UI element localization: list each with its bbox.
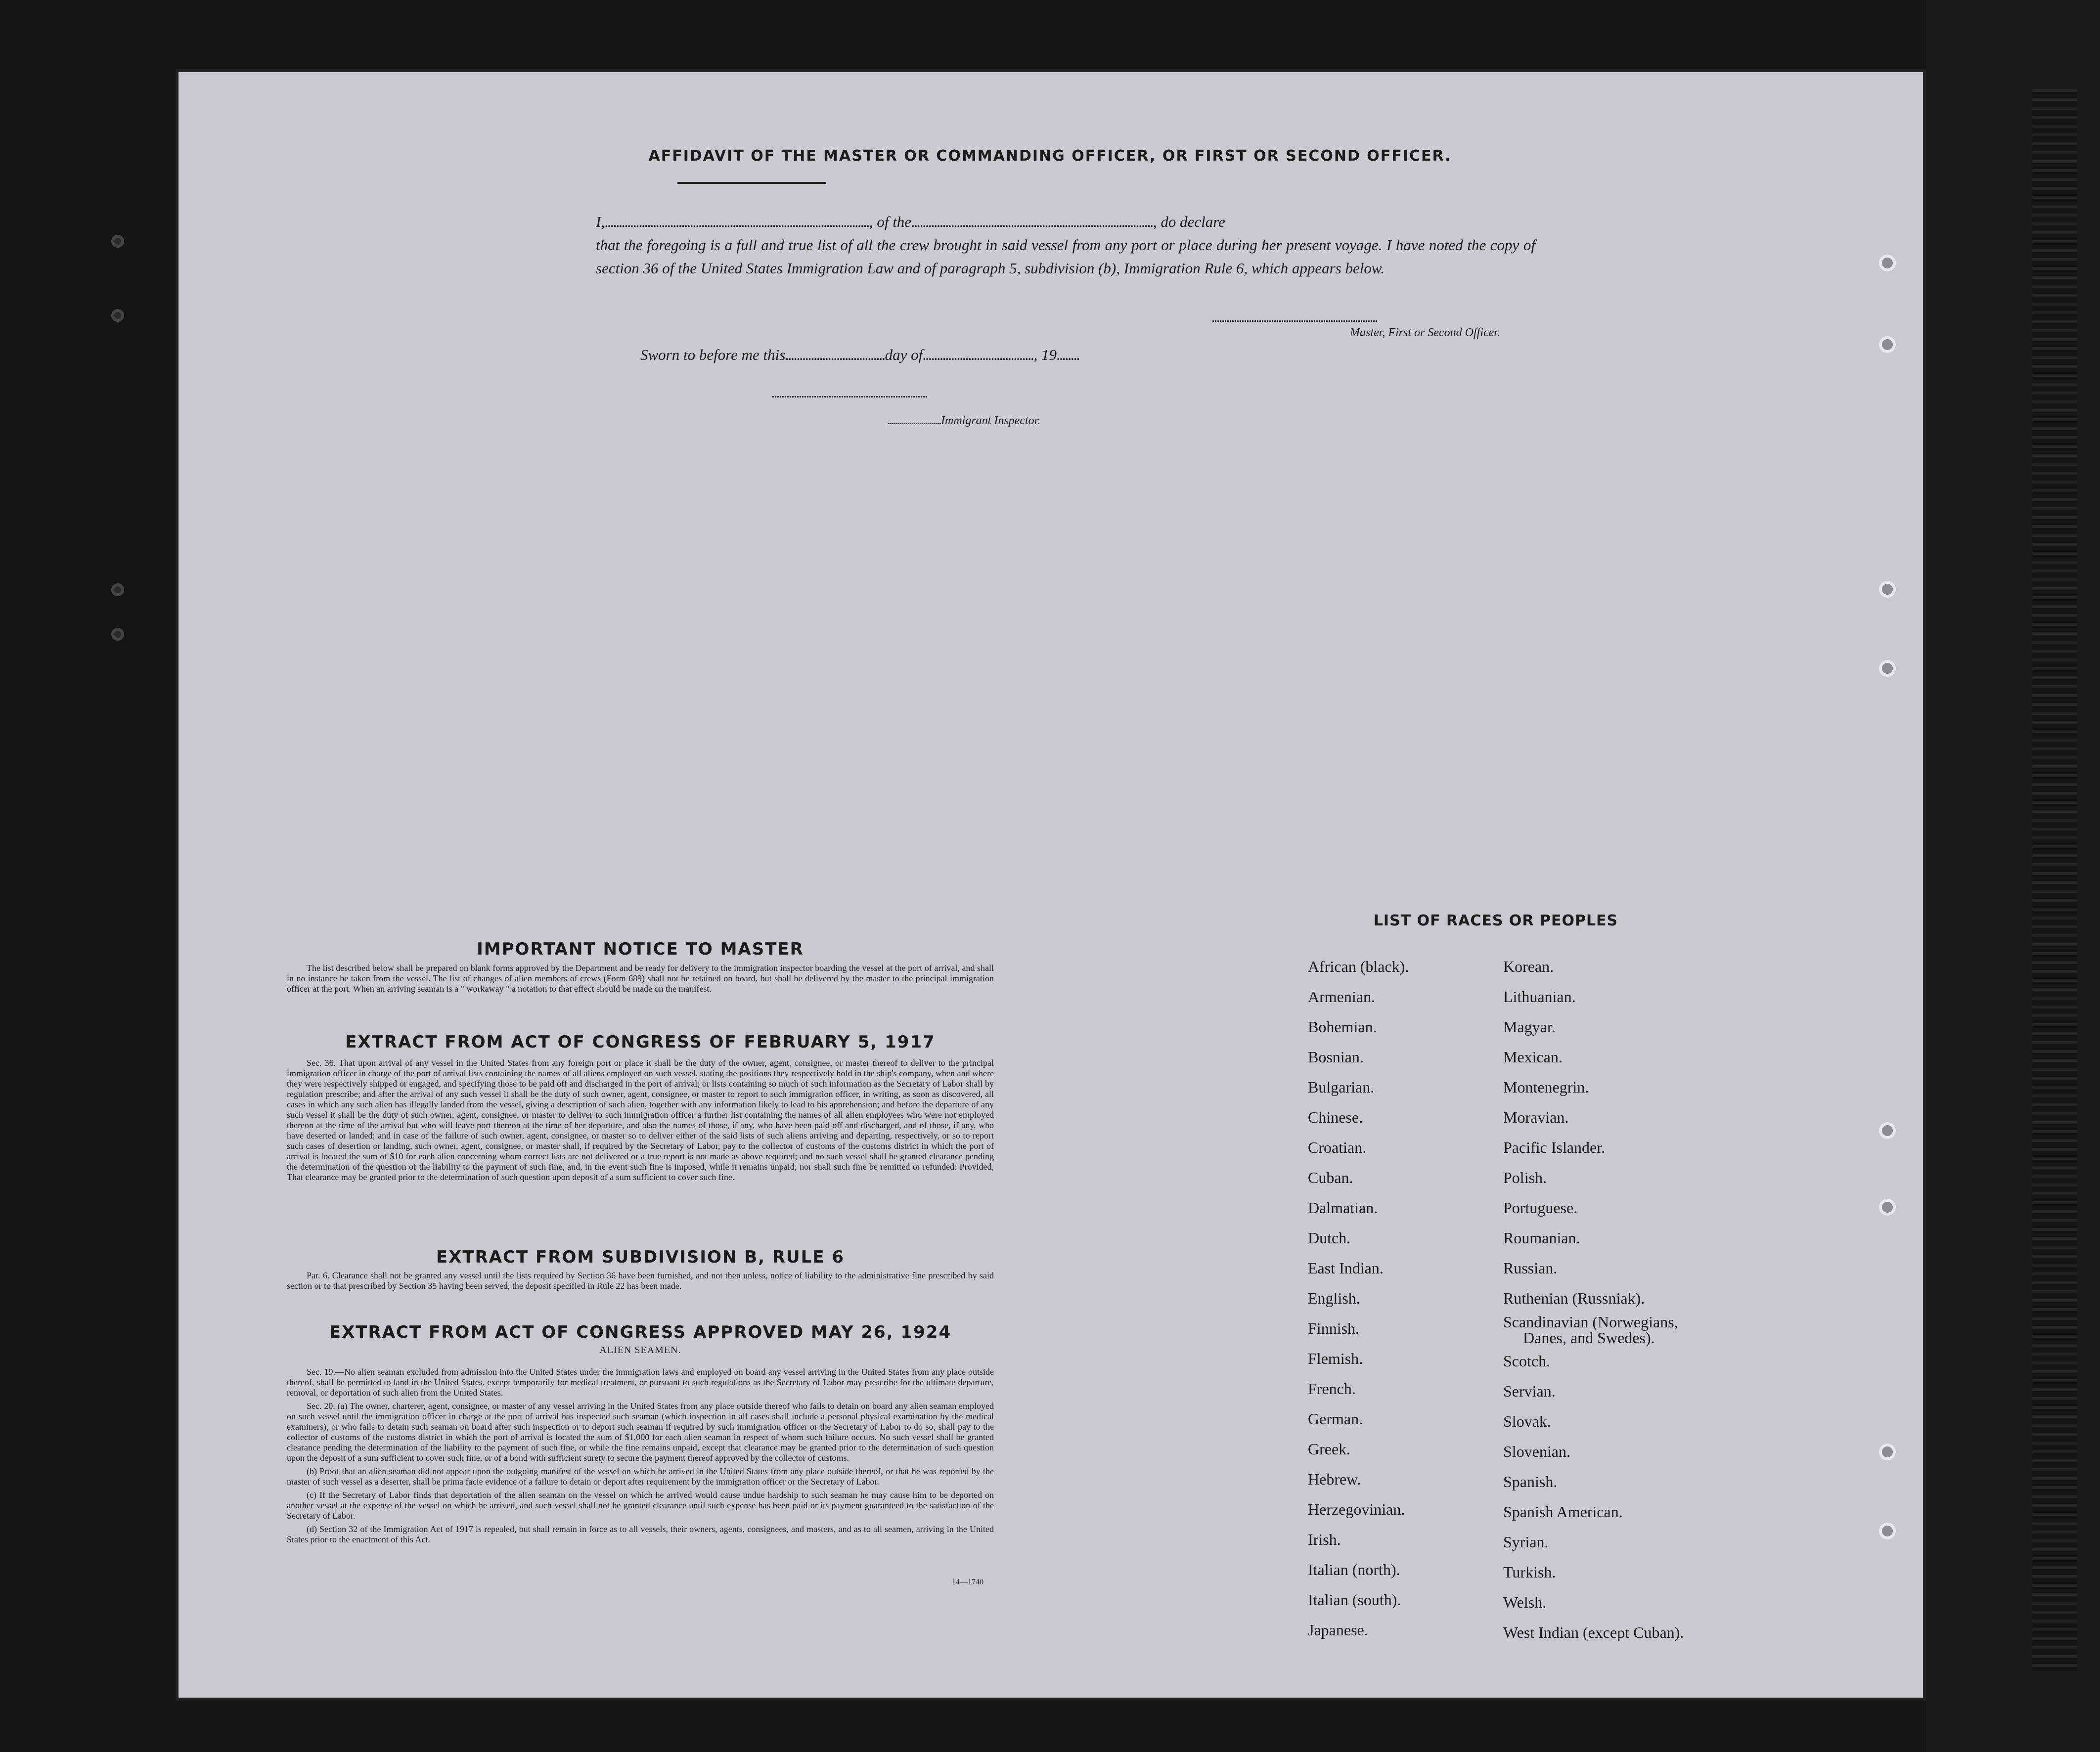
- race-item: Greek.: [1308, 1440, 1351, 1458]
- race-item: Dalmatian.: [1308, 1199, 1378, 1217]
- race-item: Japanese.: [1308, 1621, 1368, 1639]
- race-item: Cuban.: [1308, 1169, 1353, 1186]
- act-1917-body: Sec. 36. That upon arrival of any vessel in the United States from any foreign port or place it shall be the duty of the owner, agent, consignee, or master thereof to deliver to the principal immigration officer in charge of the port of arrival lists containing the names of all aliens employed on such vessel, stating the positions they respectively hold in the ship's company, when and where they were respectively shipped or engaged, and specifying those to be paid off and discharged in the port of arrival; or lists containing so much of such information as the Secretary of Labor shall by regulation prescribe; and after the arrival of any such vessel it shall be the duty of such owner, agent, consignee, or master to report to such immigration officer, in writing, as soon as discovered, all cases in which any such alien has illegally landed from the vessel, giving a description of such alien, together with any information likely to lead to his apprehension; and before the departure of any such vessel it shall be the duty of such owner, agent, consignee, or master to deliver to such immigration officer a further list containing the names of all alien employees who were not employed thereon at the time of the arrival but who will leave port thereon at the time of her departure, and also the names of those, if any, who have been paid off and discharged, and of those, if any, who have deserted or landed; and in case of the failure of such owner, agent, consignee, or master so to deliver either of the said lists of such aliens arriving and departing, respectively, or so to report such cases of desertion or landing, such owner, agent, consignee, or master shall, if required by the Secretary of Labor, pay to the collector of customs of the customs district in which the port of arrival is located the sum of $10 for each alien concerning whom correct lists are not delivered or a true report is not made as above required; and no such vessel shall be granted clearance pending the determination of the question of the liability to the payment of such fine, and, in the event such fine is imposed, while it remains unpaid; nor shall such fine be remitted or refunded: Provided, That clearance may be granted prior to the determination of such question upon deposit of a sum sufficient to cover such fine.: [287, 1058, 994, 1182]
- affidavit-i: I,: [596, 213, 605, 230]
- affidavit-do-declare: , do declare: [1153, 213, 1225, 230]
- race-item: Magyar.: [1503, 1018, 1556, 1036]
- affidavit-body: [596, 210, 1535, 280]
- sworn-text-b: day of: [885, 346, 923, 363]
- race-item: Montenegrin.: [1503, 1078, 1589, 1096]
- act-1917-title: EXTRACT FROM ACT OF CONGRESS OF FEBRUARY 5, 1917: [345, 1032, 936, 1052]
- punch-hole-icon: [1879, 1444, 1896, 1460]
- race-item: Chinese.: [1308, 1108, 1363, 1126]
- scan-edge-noise: [2032, 89, 2077, 1671]
- punch-hole-icon: [111, 235, 124, 248]
- affidavit-line-1: [596, 210, 1535, 233]
- sworn-year-blank: ........: [1056, 346, 1079, 363]
- race-item: Servian.: [1503, 1382, 1556, 1400]
- act-1924-sec-20b: (b) Proof that an alien seaman did not appear upon the outgoing manifest of the vessel on which he arrived in the United States from any place outside thereof, or that he was reported by the master of such vessel as a deserter, shall be prima facie evidence of a failure to detain or deport after requirement by the immigration officer or the Secretary of Labor.: [287, 1466, 994, 1487]
- race-item: Mexican.: [1503, 1048, 1563, 1066]
- race-item: Scandinavian (Norwegians,: [1503, 1313, 1678, 1331]
- race-item: Slovak.: [1503, 1412, 1551, 1430]
- race-item: West Indian (except Cuban).: [1503, 1623, 1684, 1641]
- master-signature-line: ...................................................................: [1211, 310, 1377, 325]
- act-1924-title: EXTRACT FROM ACT OF CONGRESS APPROVED MAY 26, 1924: [329, 1322, 952, 1342]
- race-item: Danes, and Swedes).: [1523, 1329, 1655, 1347]
- race-item: Dutch.: [1308, 1229, 1351, 1247]
- punch-hole-icon: [1879, 255, 1896, 271]
- rule-6-body: Par. 6. Clearance shall not be granted any vessel until the lists required by Section 36 have been furnished, and not then unless, notice of liability to the administrative fine prescribed by said section or to that prescribed by Section 35 having been served, the deposit specified in Rule 22 has been made.: [287, 1270, 994, 1291]
- punch-hole-icon: [1879, 336, 1896, 353]
- punch-hole-icon: [1879, 1199, 1896, 1216]
- race-item: African (black).: [1308, 958, 1409, 975]
- race-item: Bulgarian.: [1308, 1078, 1375, 1096]
- act-1924-sec-20d: (d) Section 32 of the Immigration Act of 1917 is repealed, but shall remain in force as to all vessels, their owners, agents, consignees, and masters, and as to all seamen, arriving in the United States prior to the enactment of this Act.: [287, 1524, 994, 1544]
- sworn-month-blank: .......................................: [923, 346, 1034, 363]
- punch-hole-icon: [1879, 581, 1896, 598]
- affidavit-statement: that the foregoing is a full and true list of all the crew brought in said vessel from any port or place during her present voyage. I have noted the copy of section 36 of the United States Immigration Law and of paragraph 5, subdivision (b), Immigration Rule 6, which appears below.: [596, 236, 1535, 277]
- act-1924-sec-20c: (c) If the Secretary of Labor finds that deportation of the alien seaman on the vessel on which he arrived would cause undue hardship to such seaman he may cause him to be deported on another vessel at the expense of the vessel on which he arrived, and such vessel shall not be granted clearance until such expense has been paid or its payment guaranteed to the satisfaction of the Secretary of Labor.: [287, 1490, 994, 1521]
- name-blank: .............................................................................................: [605, 213, 869, 230]
- race-item: English.: [1308, 1289, 1360, 1307]
- races-column-1: [1308, 952, 1409, 1645]
- sworn-line: [640, 346, 1079, 364]
- race-item: East Indian.: [1308, 1259, 1384, 1277]
- race-item: Irish.: [1308, 1531, 1341, 1548]
- act-1924-body: [287, 1367, 994, 1548]
- race-item: Herzegovinian.: [1308, 1500, 1405, 1518]
- act-1924-sec-20a: Sec. 20. (a) The owner, charterer, agent, consignee, or master of any vessel arriving in the United States from any place outside thereof who fails to detain on board any alien seaman employed on such vessel until the immigration officer in charge at the port of arrival has inspected such seaman (which inspection in all cases shall include a personal physical examination by the medical examiners), or who fails to detain such seaman on board after such inspection or to deport such seaman if required by such immigration officer or the Secretary of Labor to do so, shall pay to the collector of customs of the customs district in which the port of arrival is located the sum of $1,000 for each alien seaman in respect of whom such failure occurs. No such vessel shall be granted clearance pending the determination of the liability to the payment of such fine, or while the fine remains unpaid, except that clearance may be granted prior to the determination of such question upon the deposit of a sum sufficient to cover such fine, or of a bond with sufficient surety to secure the payment thereof approved by the collector of customs.: [287, 1401, 994, 1463]
- races-title: LIST OF RACES OR PEOPLES: [1373, 912, 1618, 929]
- act-1924-subtitle: ALIEN SEAMEN.: [599, 1345, 681, 1356]
- sworn-day-blank: ...................................: [785, 346, 885, 363]
- punch-hole-icon: [111, 583, 124, 596]
- race-item: Hebrew.: [1308, 1470, 1361, 1488]
- race-item: Slovenian.: [1503, 1443, 1570, 1460]
- race-item: Turkish.: [1503, 1563, 1556, 1581]
- races-column-2: [1503, 952, 1684, 1648]
- form-number: 14—1740: [952, 1578, 983, 1586]
- race-item: Scotch.: [1503, 1352, 1551, 1370]
- notice-body: The list described below shall be prepared on blank forms approved by the Department and be ready for delivery to the immigration inspector boarding the vessel at the port of arrival, and shall in no instance be taken from the vessel. The list of changes of alien members of crews (Form 689) shall not be retained on board, but shall be delivered by the master to the principal immigration officer at the port. When an arriving seaman is a " workaway " a notation to that effect should be made on the manifest.: [287, 963, 994, 994]
- sworn-text-c: , 19: [1033, 346, 1057, 363]
- race-item: Italian (north).: [1308, 1561, 1400, 1578]
- race-item: Korean.: [1503, 958, 1554, 975]
- notice-title: IMPORTANT NOTICE TO MASTER: [477, 939, 804, 959]
- race-item: Spanish American.: [1503, 1503, 1623, 1521]
- race-item: Finnish.: [1308, 1319, 1360, 1337]
- punch-hole-icon: [1879, 1122, 1896, 1139]
- race-item: Spanish.: [1503, 1473, 1558, 1490]
- affidavit-of-the: , of the: [869, 213, 912, 230]
- race-item: French.: [1308, 1380, 1356, 1398]
- race-item: Moravian.: [1503, 1108, 1569, 1126]
- inspector-label: Immigrant Inspector.: [941, 414, 1041, 427]
- race-item: Russian.: [1503, 1259, 1558, 1277]
- sworn-text-a: Sworn to before me this: [640, 346, 786, 363]
- race-item: Polish.: [1503, 1169, 1547, 1186]
- race-item: German.: [1308, 1410, 1363, 1428]
- race-item: Syrian.: [1503, 1533, 1549, 1551]
- rule-6-title: EXTRACT FROM SUBDIVISION B, RULE 6: [436, 1247, 845, 1267]
- race-item: Bohemian.: [1308, 1018, 1377, 1036]
- race-item: Welsh.: [1503, 1593, 1547, 1611]
- vessel-blank: .....................................................................................: [911, 213, 1153, 230]
- race-item: Lithuanian.: [1503, 988, 1576, 1006]
- race-item: Italian (south).: [1308, 1591, 1401, 1609]
- master-label: Master, First or Second Officer.: [1350, 326, 1500, 339]
- inspector-signature-line: ...............................................................: [771, 386, 927, 401]
- race-item: Roumanian.: [1503, 1229, 1580, 1247]
- title-rule: [677, 182, 826, 184]
- act-1924-sec-19: Sec. 19.—No alien seaman excluded from admission into the United States under the immigration laws and employed on board any vessel arriving in the United States from any place outside thereof, shall be permitted to land in the United States, except temporarily for medical treatment, or pursuant to such regulations as the Secretary of Labor may prescribe for the ultimate departure, removal, or deportation of such alien from the United States.: [287, 1367, 994, 1398]
- race-item: Armenian.: [1308, 988, 1375, 1006]
- punch-hole-icon: [111, 309, 124, 322]
- affidavit-title: AFFIDAVIT OF THE MASTER OR COMMANDING OFFICER, OR FIRST OR SECOND OFFICER.: [648, 147, 1452, 165]
- race-item: Flemish.: [1308, 1350, 1363, 1367]
- punch-hole-icon: [111, 628, 124, 641]
- race-item: Bosnian.: [1308, 1048, 1364, 1066]
- race-item: Ruthenian (Russniak).: [1503, 1289, 1645, 1307]
- race-item: Portuguese.: [1503, 1199, 1578, 1217]
- punch-hole-icon: [1879, 1523, 1896, 1539]
- race-item: Croatian.: [1308, 1139, 1367, 1156]
- inspector-line: ...........................Immigrant Inspector.: [888, 414, 1041, 427]
- punch-hole-icon: [1879, 660, 1896, 677]
- race-item: Pacific Islander.: [1503, 1139, 1606, 1156]
